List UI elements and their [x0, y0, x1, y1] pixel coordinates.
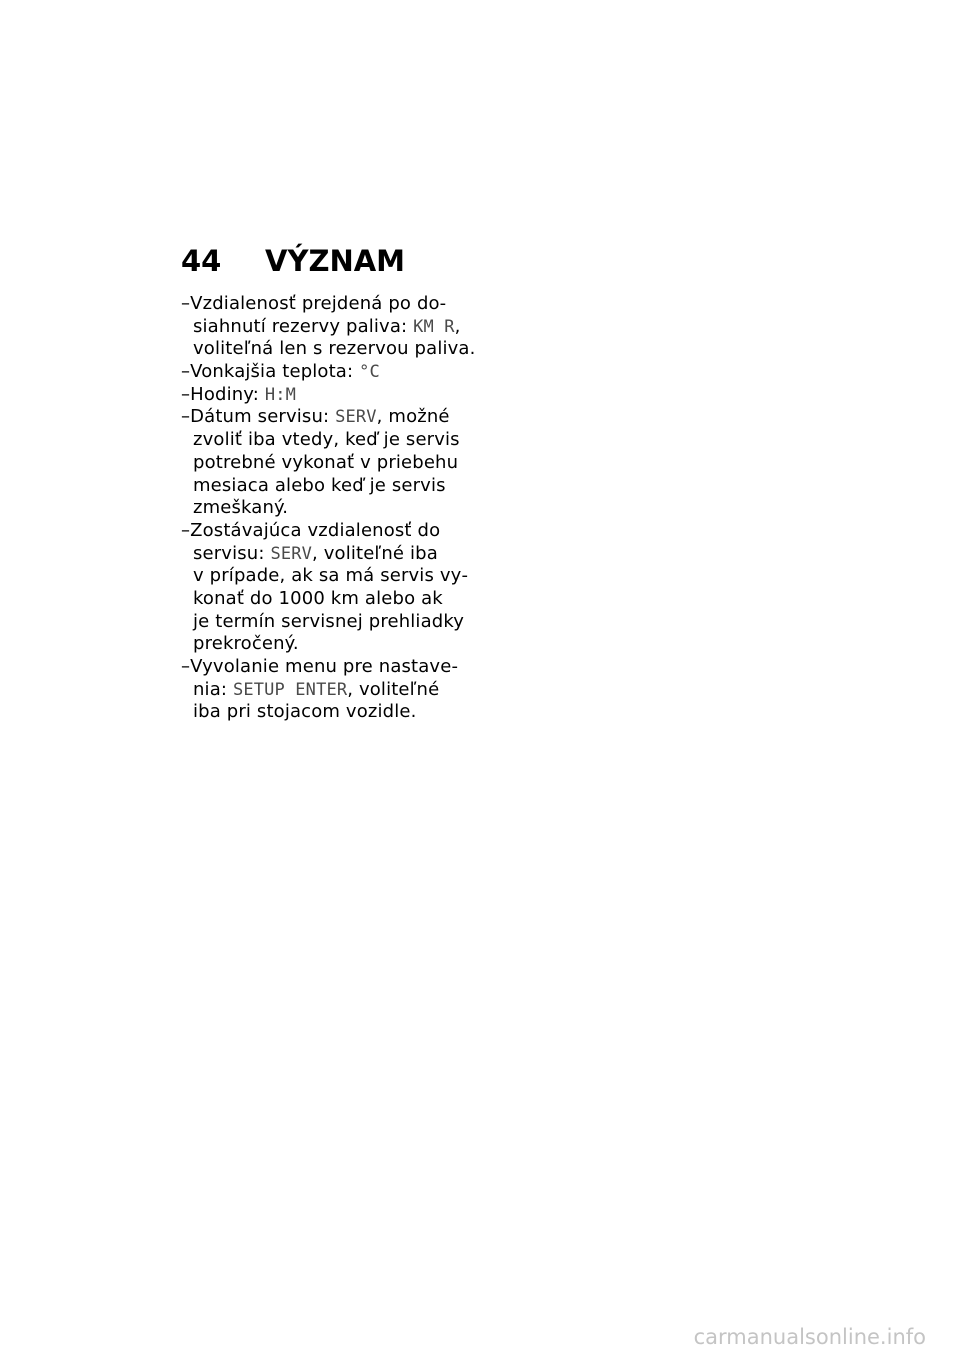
page-number: 44	[181, 244, 222, 278]
item-text: –Vonkajšia teplota:	[181, 361, 360, 383]
item-line	[181, 679, 451, 702]
item-line: konať do 1000 km alebo ak	[193, 587, 443, 609]
display-code: SERV	[270, 543, 312, 564]
item-line: iba pri stojacom vozidle.	[193, 701, 417, 723]
item-text: –Hodiny:	[181, 383, 265, 405]
item-line: –Vyvolanie menu pre nastave‐	[181, 656, 459, 677]
display-code: SERV	[335, 407, 377, 428]
item-text: , možné	[376, 406, 450, 428]
item-line: –Zostávajúca vzdialenosť do	[181, 519, 441, 541]
list-item	[181, 519, 469, 656]
item-text: , voliteľné	[347, 678, 440, 700]
display-code: KM R	[413, 316, 455, 337]
item-line: v prípade, ak sa má servis vy‐	[193, 565, 469, 587]
list-item	[181, 384, 451, 407]
item-line: prekročený.	[193, 633, 299, 655]
list-item	[181, 656, 459, 724]
page-heading	[181, 243, 405, 279]
item-line: –Vzdialenosť prejdená po do‐	[181, 293, 447, 314]
item-line	[181, 384, 451, 407]
item-line: mesiaca alebo keď je servis	[193, 474, 446, 496]
watermark-text: carmanualsonline.info	[693, 1325, 926, 1349]
item-line: je termín servisnej prehliadky	[193, 610, 465, 632]
list-item	[181, 406, 460, 519]
item-line	[181, 315, 461, 339]
section-title: VÝZNAM	[265, 244, 406, 278]
item-text: –Dátum servisu:	[181, 406, 336, 428]
list-item	[181, 361, 451, 384]
item-line	[181, 543, 451, 566]
item-line: zmeškaný.	[193, 497, 289, 519]
display-code: SETUP ENTER	[232, 679, 348, 700]
display-code: H:M	[264, 384, 297, 405]
item-text: , voliteľné iba	[311, 542, 438, 564]
item-list	[181, 293, 476, 724]
item-line	[181, 406, 451, 429]
item-line	[181, 361, 451, 384]
list-item	[181, 293, 476, 361]
item-text: ,	[454, 315, 461, 337]
display-code: °C	[359, 362, 380, 383]
item-line: voliteľná len s rezervou paliva.	[193, 338, 476, 360]
item-line: zvoliť iba vtedy, keď je servis	[193, 429, 460, 451]
item-text: nia:	[193, 678, 233, 700]
item-line: potrebné vykonať v priebehu	[193, 451, 459, 473]
item-text: siahnutí rezervy paliva:	[193, 315, 414, 337]
item-text: servisu:	[193, 542, 271, 564]
